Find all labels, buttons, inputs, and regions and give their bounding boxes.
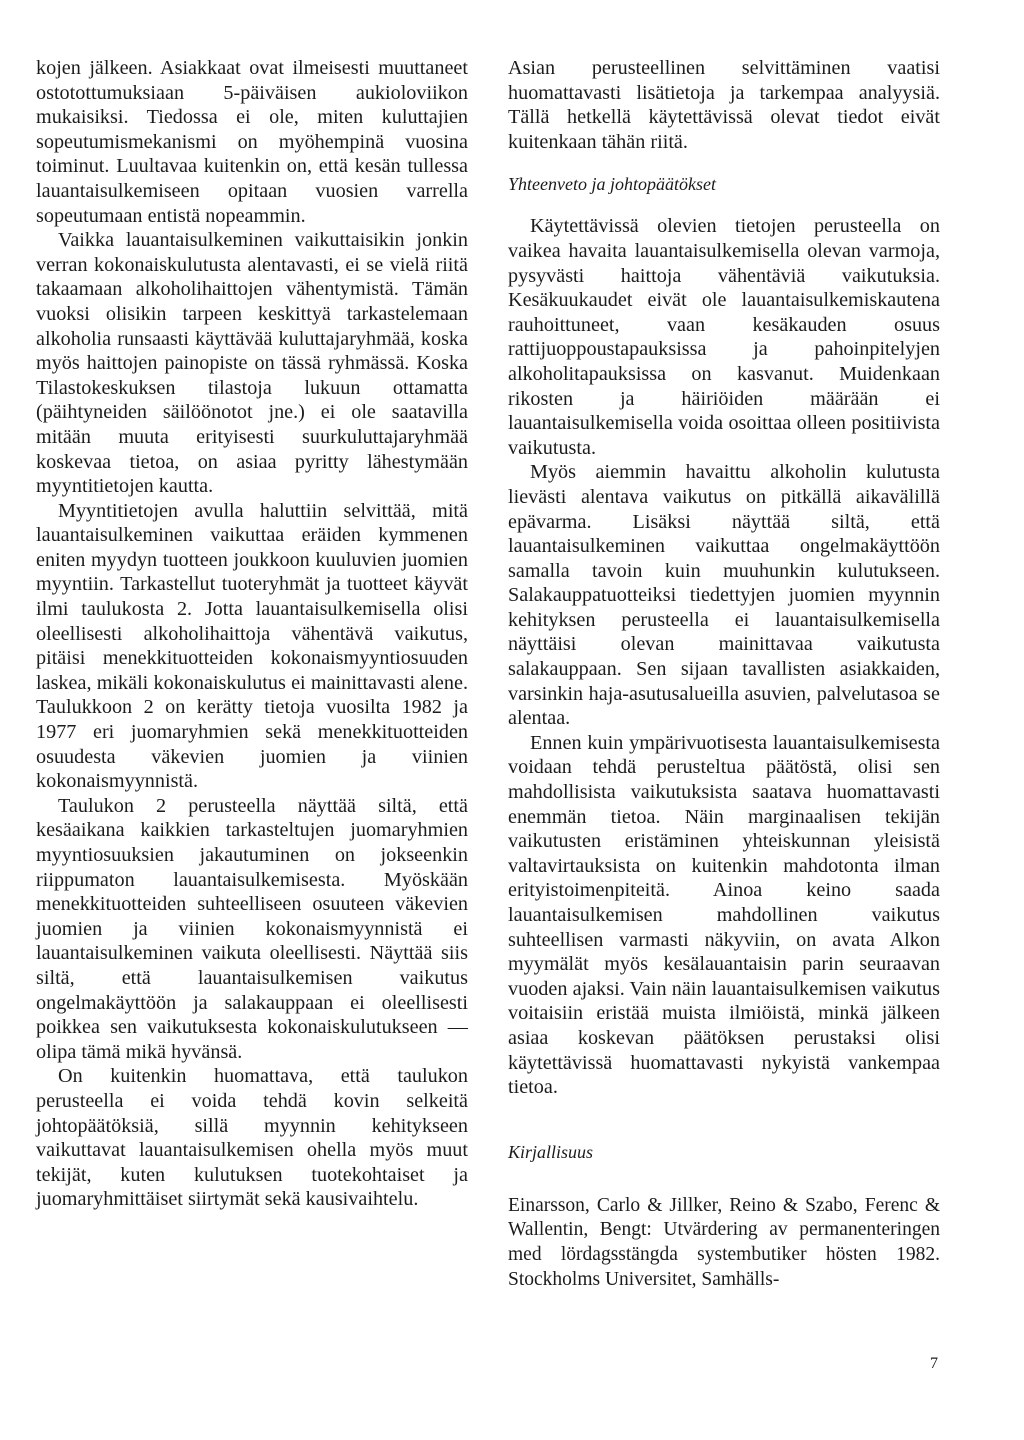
- left-text-column: [36, 56, 468, 1212]
- reference-entry: Einarsson, Carlo & Jillker, Reino & Szabo, Ferenc & Wallentin, Bengt: Utvärdering av permanenteringen med lördagsstängda systembutiker hösten 1982. Stockholms Universitet, Samhälls-: [508, 1194, 940, 1290]
- right-text-column: [508, 56, 940, 1292]
- body-paragraph: Asian perusteellinen selvittäminen vaatisi huomattavasti lisätietoja ja tarkempaa analyysiä. Tällä hetkellä käytettävissä olevat tiedot eivät kuitenkaan tähän riitä.: [508, 57, 940, 153]
- body-paragraph: kojen jälkeen. Asiakkaat ovat ilmeisesti muuttaneet ostotottumuksiaan 5-päiväisen aukioloviikon mukaisiksi. Tiedossa ei ole, miten kuluttajien sopeutumismekanismi on myöhempinä vuosina toiminut. Luultavaa kuitenkin on, että kesän tullessa lauantaisulkemiseen opitaan vuosien varrella sopeutumaan entistä nopeammin.: [36, 57, 468, 227]
- body-paragraph: Taulukon 2 perusteella näyttää siltä, että kesäaikana kaikkien tarkasteltujen juomaryhmien myyntiosuuksien jakautuminen on jokseenkin riippumaton lauantaisulkemisesta. Myöskään menekkituotteiden suhteelliseen osuuteen väkevien juomien ja viinien kokonaismyynnistä ei lauantaisulkeminen vaikuta oleellisesti. Näyttää siis siltä, että lauantaisulkemisen vaikutus ongelmakäyttöön ja salakauppaan ei oleellisesti poikkea sen vaikutuksesta kokonaiskulutukseen — olipa tämä mikä hyvänsä.: [36, 794, 468, 1063]
- body-paragraph: Ennen kuin ympärivuotisesta lauantaisulkemisesta voidaan tehdä perusteltua päätöstä, olisi sen mahdollisista vaikutuksista saatava huomattavasti enemmän tietoa. Näin marginaalisen tekijän vaikutusten eristäminen yhteiskunnan yleisistä valtavirtauksista on kuitenkin mahdotonta ilman erityistoimenpiteitä. Ainoa keino saada lauantaisulkemisen mahdollinen vaikutus suhteellisen varmasti näkyviin, on avata Alkon myymälät myös kesälauantaisin parin seuraavan vuoden ajaksi. Vain näin lauantaisulkemisen vaikutus voitaisiin eristää muista ilmiöistä, minkä jälkeen asiaa koskevan päätöksen perustaksi olisi käytettävissä huomattavasti nykyistä vankempaa tietoa.: [508, 731, 940, 1099]
- references-heading: Kirjallisuus: [508, 1141, 594, 1162]
- section-heading: Yhteenveto ja johtopäätökset: [508, 174, 716, 195]
- body-paragraph: Vaikka lauantaisulkeminen vaikuttaisikin jonkin verran kokonaiskulutusta alentavasti, ei se vielä riitä takaamaan alkoholihaittojen vähentymistä. Tämän vuoksi olisikin tarpeen keskittyä tarkastelemaan alkoholia runsaasti käyttävää kuluttajaryhmää, koska myös haittojen painopiste on tässä ryhmässä. Koska Tilastokeskuksen tilastoja lukuun ottamatta (päihtyneiden säilöönotot jne.) ei ole saatavilla mitään muuta erityisesti suurkuluttajaryhmää koskevaa tietoa, on asiaa pyritty lähestymään myyntitietojen kautta.: [36, 229, 468, 498]
- body-paragraph: On kuitenkin huomattava, että taulukon perusteella ei voida tehdä kovin selkeitä johtopäätöksiä, sillä myynnin kehitykseen vaikuttavat lauantaisulkemisen ohella myös muut tekijät, kuten kulutuksen tuotekohtaiset ja juomaryhmittäiset siirtymät sekä kausivaihtelu.: [36, 1065, 468, 1211]
- body-paragraph: Myös aiemmin havaittu alkoholin kulutusta lievästi alentava vaikutus on pitkällä aikavälillä epävarma. Lisäksi näyttää siltä, että lauantaisulkeminen vaikuttaa ongelmakäyttöön samalla tavoin kuin muuhunkin kulutukseen. Salakauppatuotteiksi tiedettyjen juomien myynnin kehityksen perusteella ei lauantaisulkemisella näyttäisi olevan mainittavaa vaikutusta salakauppaan. Sen sijaan tavallisten asiakkaiden, varsinkin haja-asutusalueilla asuvien, palvelutasoa se alentaa.: [508, 461, 940, 730]
- body-paragraph: Käytettävissä olevien tietojen perusteella on vaikea havaita lauantaisulkemisella olevan varmoja, pysyvästi haittoja vähentäviä vaikutuksia. Kesäkuukaudet eivät ole lauantaisulkemiskautena rauhoittuneet, vaan kesäkauden osuus rattijuoppoustapauksissa ja pahoinpitelyjen alkoholitapauksissa on kasvanut. Muidenkaan rikosten ja häiriöiden määrään ei lauantaisulkemisella voida osoittaa olleen positiivista vaikutusta.: [508, 215, 940, 459]
- page-number: 7: [930, 1355, 938, 1372]
- body-paragraph: Myyntitietojen avulla haluttiin selvittää, mitä lauantaisulkeminen vaikuttaa eräiden kymmenen eniten myydyn tuotteen joukkoon kuuluvien juomien myyntiin. Tarkastellut tuoteryhmät ja tuotteet käyvät ilmi taulukosta 2. Jotta lauantaisulkemisella olisi oleellisesti alkoholihaittoja vähentävä vaikutus, pitäisi menekkituotteiden kokonaismyyntiosuuden laskea, mikäli kokonaiskulutus ei mainittavasti alene. Taulukkoon 2 on kerätty tietoja vuosilta 1982 ja 1977 eri juomaryhmien sekä menekkituotteiden osuudesta väkevien juomien ja viinien kokonaismyynnistä.: [36, 499, 468, 793]
